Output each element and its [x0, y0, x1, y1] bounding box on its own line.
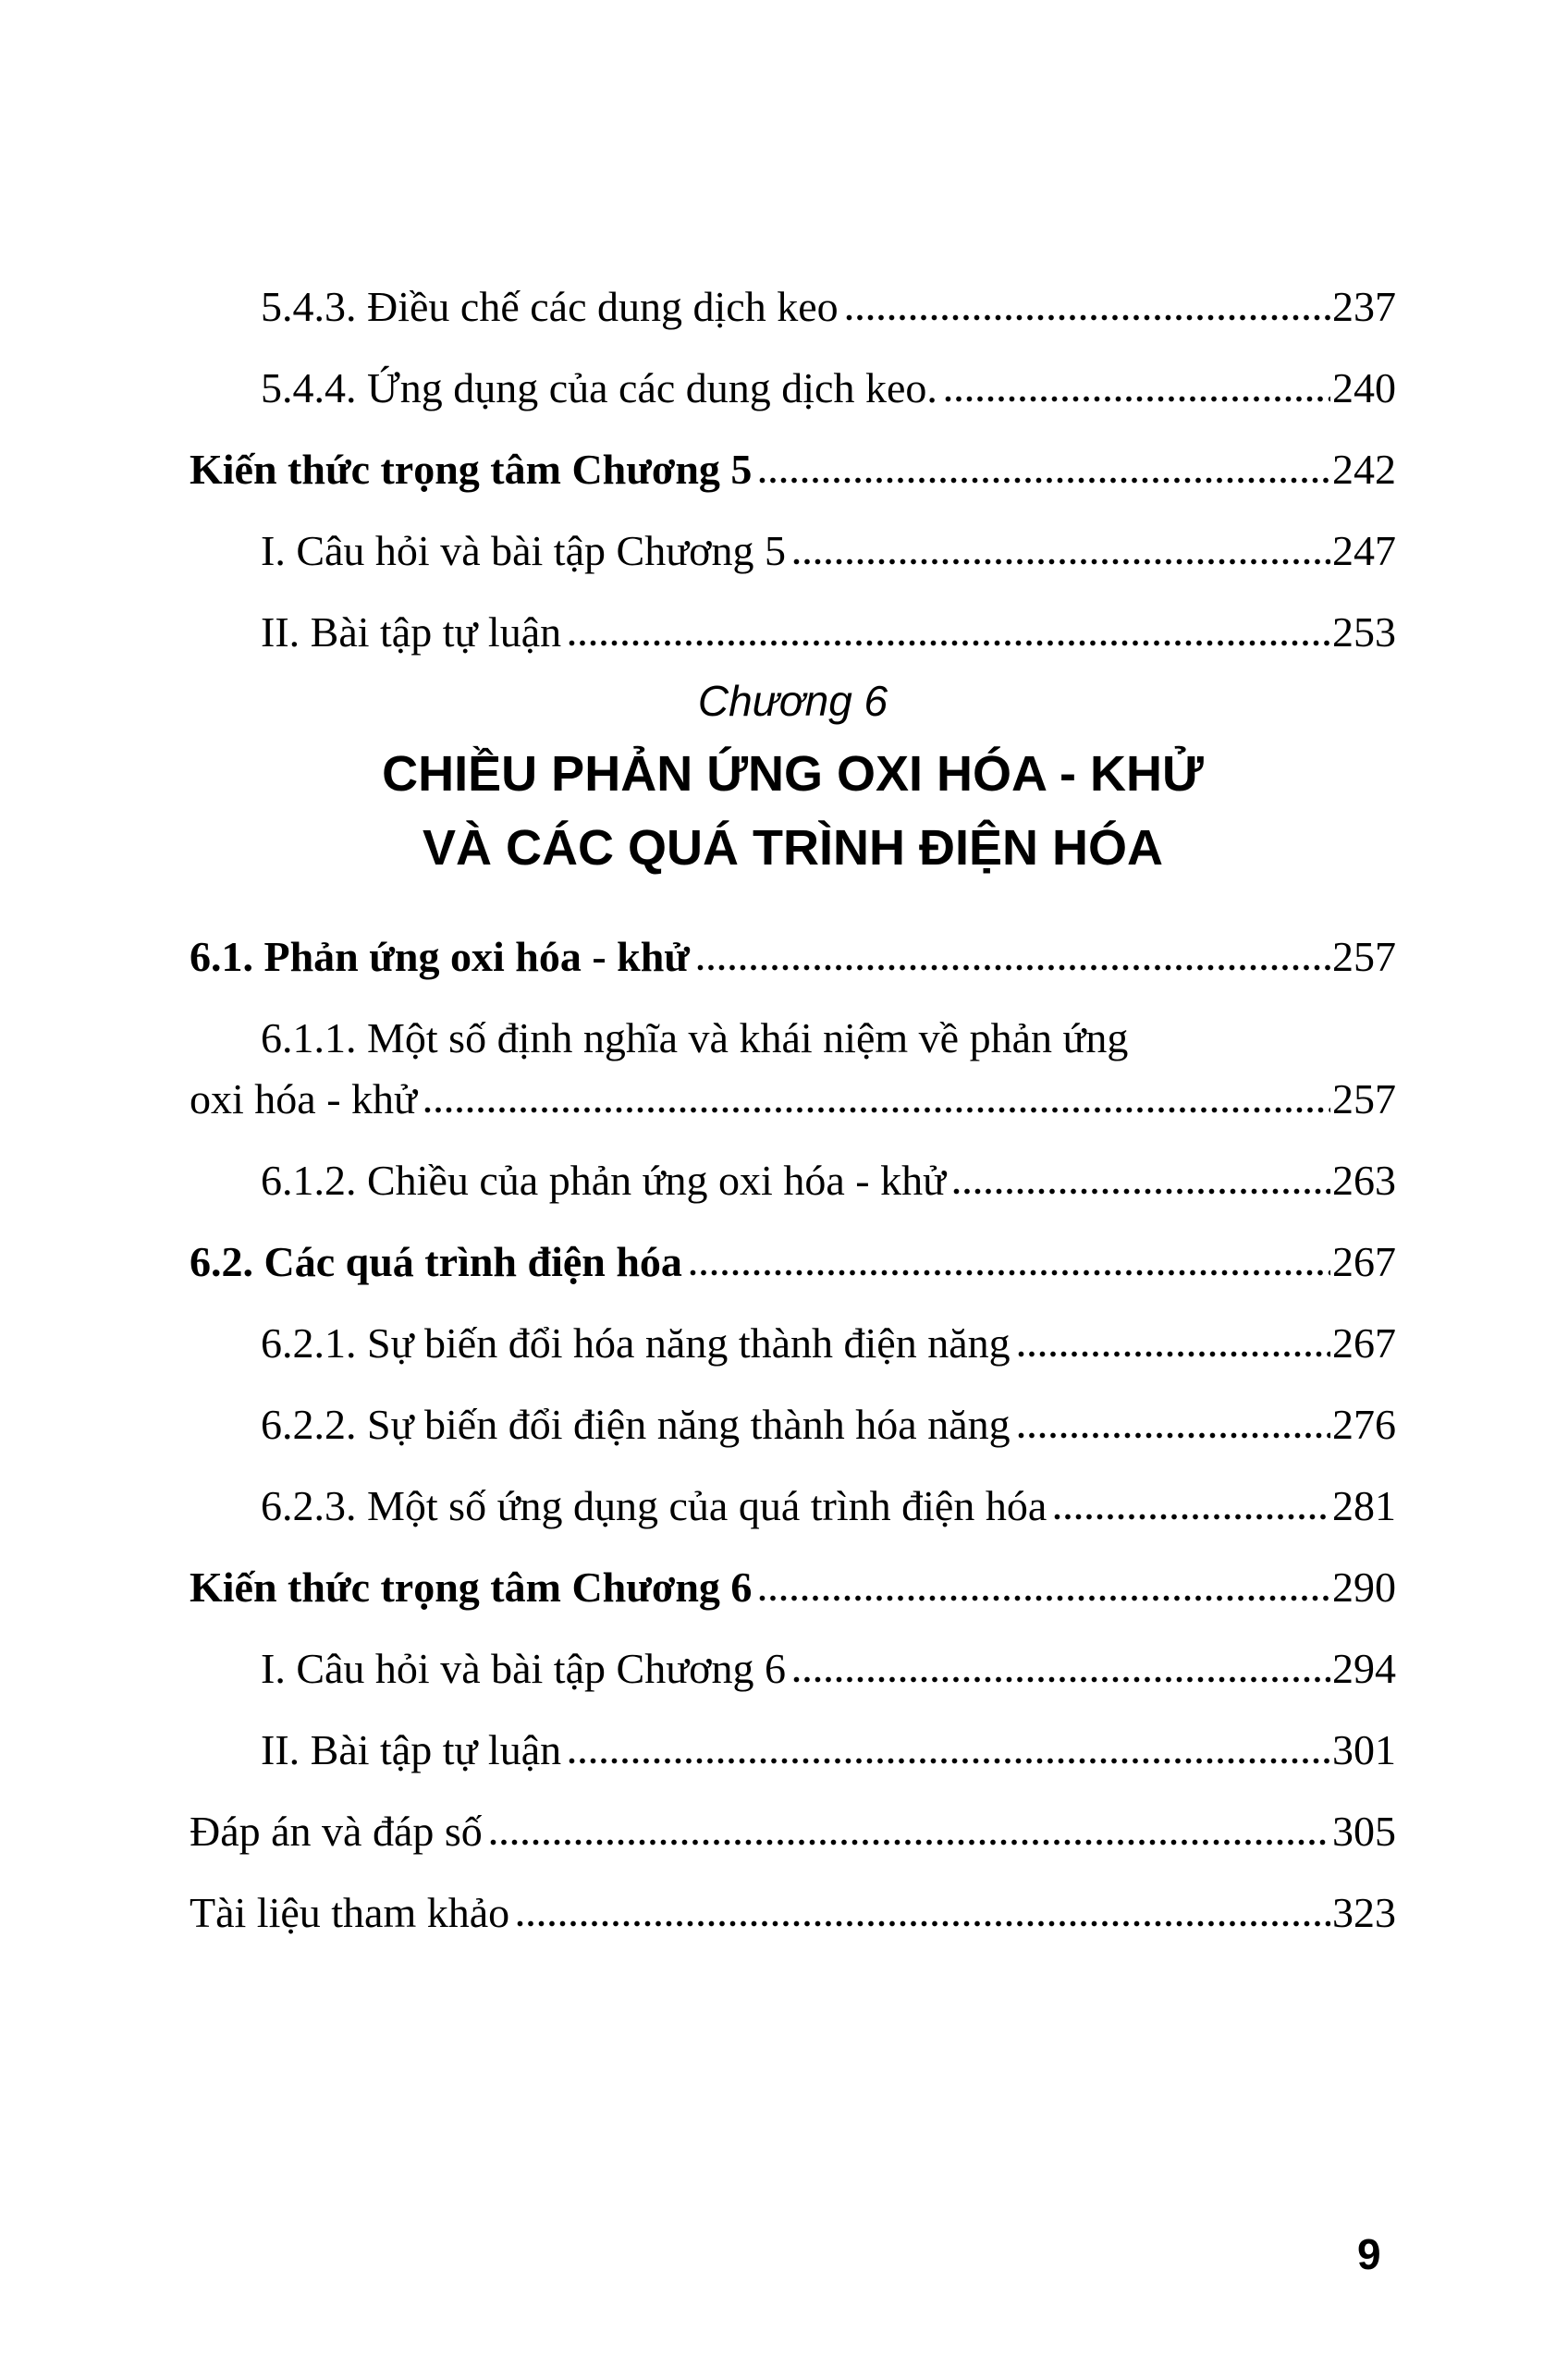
toc-entry-page: 237	[1332, 283, 1396, 330]
toc-entry-label: Tài liệu tham khảo	[190, 1889, 510, 1936]
toc-entry-label: 6.2.2. Sự biến đổi điện năng thành hóa năng	[261, 1401, 1011, 1448]
dot-leader	[759, 477, 1330, 484]
toc-entry-page: 281	[1332, 1482, 1396, 1529]
toc-entry	[190, 1564, 1396, 1612]
dot-leader	[1054, 1514, 1330, 1520]
toc-entry	[190, 1808, 1396, 1856]
toc-entry-label: Kiến thức trọng tâm Chương 5	[190, 446, 753, 493]
dot-leader	[846, 314, 1330, 321]
toc-entry-label: II. Bài tập tự luận	[261, 1726, 562, 1773]
toc-entry	[190, 1014, 1396, 1062]
dot-leader	[569, 1758, 1330, 1764]
dot-leader	[953, 1188, 1330, 1195]
chapter-title-line1: CHIỀU PHẢN ỨNG OXI HÓA - KHỬ	[382, 746, 1204, 802]
toc-entry-label: I. Câu hỏi và bài tập Chương 5	[261, 527, 786, 574]
toc-entry	[190, 364, 1396, 412]
toc-section-chapter5	[190, 283, 1396, 656]
toc-entry	[190, 1726, 1396, 1774]
dot-leader	[697, 964, 1330, 971]
toc-entry-label: 6.1. Phản ứng oxi hóa - khử	[190, 933, 690, 980]
toc-entry-page: 290	[1332, 1564, 1396, 1611]
toc-entry-page: 323	[1332, 1889, 1396, 1936]
toc-entry	[190, 446, 1396, 494]
toc-entry	[190, 527, 1396, 575]
dot-leader	[759, 1595, 1330, 1601]
toc-entry-page: 301	[1332, 1726, 1396, 1773]
toc-entry	[190, 1319, 1396, 1367]
toc-entry	[190, 608, 1396, 656]
toc-entry-page: 257	[1332, 933, 1396, 980]
page-footer	[1357, 2230, 1381, 2278]
toc-entry-page: 242	[1332, 446, 1396, 493]
dot-leader	[945, 396, 1330, 402]
chapter-kicker: Chương 6	[697, 677, 888, 725]
dot-leader	[517, 1920, 1330, 1927]
dot-leader	[1018, 1351, 1330, 1357]
dot-leader	[569, 640, 1330, 646]
toc-entry	[190, 1401, 1396, 1449]
toc-entry	[190, 933, 1396, 981]
dot-leader	[1018, 1432, 1330, 1439]
toc-entry	[190, 1157, 1396, 1205]
dot-leader	[793, 558, 1330, 565]
toc-entry-label: oxi hóa - khử	[190, 1075, 417, 1122]
toc-entry-label: 6.1.1. Một số định nghĩa và khái niệm về phản ứng	[261, 1014, 1129, 1061]
toc-entry-label: 6.1.2. Chiều của phản ứng oxi hóa - khử	[261, 1157, 947, 1204]
toc-entry	[190, 1238, 1396, 1286]
toc-entry-page: 240	[1332, 364, 1396, 411]
toc-entry-label: Đáp án và đáp số	[190, 1808, 483, 1855]
toc-entry-label: 5.4.3. Điều chế các dung dịch keo	[261, 283, 839, 330]
toc-entry-label: II. Bài tập tự luận	[261, 608, 562, 656]
toc-entry-page: 263	[1332, 1157, 1396, 1204]
toc-entry	[190, 1075, 1396, 1123]
toc-entry-page: 253	[1332, 608, 1396, 656]
toc-entry-label: 6.2.3. Một số ứng dụng của quá trình điện hóa	[261, 1482, 1047, 1529]
toc-entry-page: 257	[1332, 1075, 1396, 1122]
toc-entry	[190, 1645, 1396, 1693]
toc-entry-page: 276	[1332, 1401, 1396, 1448]
toc-entry-label: 6.2. Các quá trình điện hóa	[190, 1238, 682, 1285]
chapter-title-line2: VÀ CÁC QUÁ TRÌNH ĐIỆN HÓA	[422, 820, 1163, 876]
toc-entry-label: 6.2.1. Sự biến đổi hóa năng thành điện năng	[261, 1319, 1011, 1367]
dot-leader	[424, 1107, 1330, 1113]
toc-entry-page: 305	[1332, 1808, 1396, 1855]
toc-entry-page: 267	[1332, 1319, 1396, 1367]
toc-entry-label: I. Câu hỏi và bài tập Chương 6	[261, 1645, 786, 1692]
dot-leader	[793, 1676, 1330, 1683]
toc-section-chapter6	[190, 933, 1396, 1937]
toc-entry-page: 247	[1332, 527, 1396, 574]
toc-entry	[190, 283, 1396, 331]
dot-leader	[690, 1269, 1330, 1276]
toc-entry	[190, 1482, 1396, 1530]
toc-entry-label: 5.4.4. Ứng dụng của các dung dịch keo.	[261, 364, 937, 411]
page-number: 9	[1357, 2230, 1381, 2278]
toc-entry-page: 267	[1332, 1238, 1396, 1285]
dot-leader	[490, 1839, 1330, 1846]
toc-entry	[190, 1889, 1396, 1937]
toc-entry-label: Kiến thức trọng tâm Chương 6	[190, 1564, 753, 1611]
chapter-heading	[190, 677, 1396, 877]
table-of-contents	[190, 0, 1396, 1937]
toc-entry-page: 294	[1332, 1645, 1396, 1692]
